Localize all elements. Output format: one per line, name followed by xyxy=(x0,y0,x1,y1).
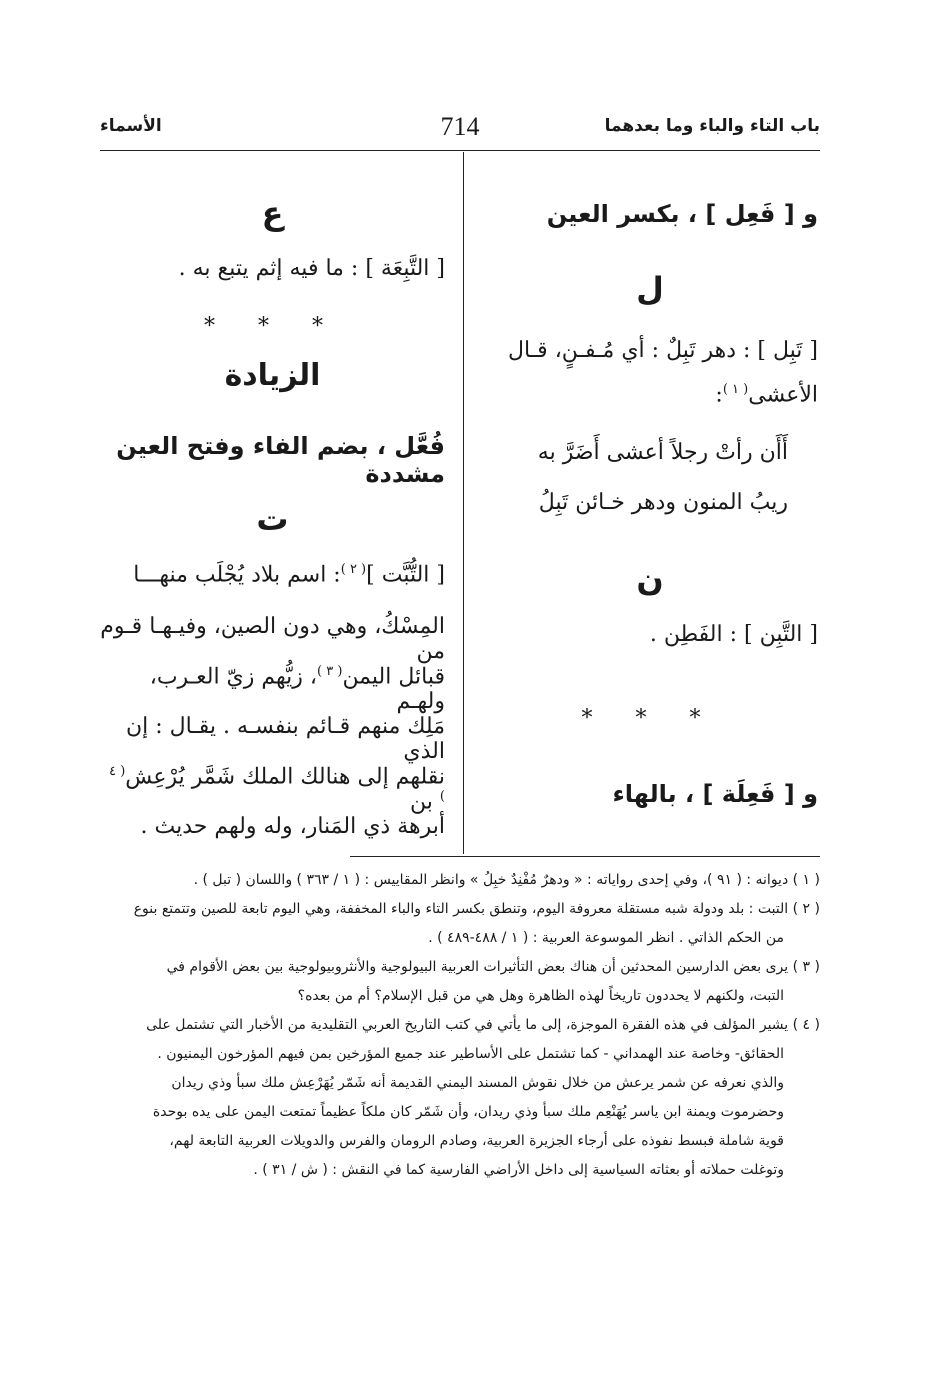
footnote-ref-2: ( ٢ ) xyxy=(340,562,367,577)
page-header xyxy=(100,112,820,152)
entry-tibn: [ التَّبِن ] : الفَطِن . xyxy=(649,622,818,647)
section-heading-ziyada: الزيادة xyxy=(224,358,321,393)
tubbat-line3b: ، زيُّهم زيّ العـرب، ولهـم xyxy=(149,664,445,715)
footnote-ref-4: ( ٤ ) xyxy=(109,764,445,805)
footnote-1: ( ١ ) ديوانه : ( ٩١ )، وفي إحدى رواياته : « ودهرٌ مُفْنِدٌ خبِلُ » وانظر المقاييس : ( ١ / ٣٦٣ ) واللسان ( تبل ) . xyxy=(193,872,820,888)
footnote-4-line3: والذي نعرفه عن شمر يرعش من خلال نقوش المسند اليمني القديمة أنه شَمّر يُهَرْعِش ملك سبأ وذي ريدان xyxy=(171,1075,784,1091)
footnote-2-line2: من الحكم الذاتي . انظر الموسوعة العربية : ( ١ / ٤٨٨-٤٨٩ ) . xyxy=(428,930,784,946)
entry-tabil-line1: [ تَبِل ] : دهر تَبِلٌ : أي مُـفـنٍ، قـال xyxy=(508,338,818,363)
chapter-title: باب التاء والباء وما بعدهما xyxy=(604,116,820,136)
page-number: 714 xyxy=(440,112,480,141)
footnote-4-line2: الحقائق- وخاصة عند الهمداني - كما تشتمل على الأساطير عند جميع المؤرخين بمن فيهم المؤرخون اليمنيون . xyxy=(157,1046,784,1062)
entry-tabil-line2 xyxy=(482,382,818,407)
entry-tabia: [ التَّبِعَة ] : ما فيه إثم يتبع به . xyxy=(178,256,445,281)
footnote-ref-1: ( ١ ) xyxy=(722,382,749,397)
tubbat-line5 xyxy=(100,764,445,815)
footnote-separator xyxy=(350,856,820,857)
footnote-4-line4: وحضرموت ويمنة ابن ياسر يُهَنْعِم ملك سبأ وذي ريدان، وأن شَمّر كان ملكاً عظيماً تمتعت اليمن على يده بوحدة xyxy=(152,1104,784,1120)
tubbat-line5a: نقلهم إلى هنالك الملك شَمَّر يُرْعِش xyxy=(125,764,445,790)
footnote-4-line5: قوية شاملة فبسط نفوذه على أرجاء الجزيرة العربية، وصادم الرومان والفرس والدويلات العربية التابعة لهم، xyxy=(169,1133,784,1149)
column-divider xyxy=(463,152,464,854)
letter-ta: ت xyxy=(256,500,289,538)
tubbat-line4: مَلِك منهم قـائم بنفسـه . يقـال : إن الذي xyxy=(125,714,445,764)
section-title: الأسماء xyxy=(100,116,162,136)
section-stars-left: * * * xyxy=(204,314,341,339)
header-rule xyxy=(100,150,820,151)
footnote-4-line1: ( ٤ ) يشير المؤلف في هذه الفقرة الموجزة، إلى ما يأتي في كتب التاريخ العربي التقليدية من الأخبار التي تشتمل على xyxy=(146,1017,820,1033)
tubbat-line1 xyxy=(100,562,445,587)
entry-tabil-poet: الأعشى xyxy=(748,382,818,408)
tubbat-line6: أبرهة ذي المَنار، وله ولهم حديث . xyxy=(140,814,445,839)
pattern-heading-fail: و [ فَعِل ] ، بكسر العين xyxy=(546,200,818,228)
footnote-2-line1: ( ٢ ) التبت : بلد ودولة شبه مستقلة معروفة اليوم، وتنطق بكسر التاء والباء المخففة، وهي اليوم تابعة للصين وتتمتع بنوع xyxy=(133,901,820,917)
tubbat-line2: المِسْكُ، وهي دون الصين، وفيـهـا قـوم من xyxy=(100,614,445,664)
entry-tabil-colon: : xyxy=(715,382,723,408)
tubbat-line1-rest: : اسم بلاد يُجْلَب منهـــا xyxy=(133,562,341,588)
pattern-heading-filah: و [ فَعِلَة ] ، بالهاء xyxy=(612,780,818,808)
letter-ain: ع xyxy=(261,194,284,232)
tubbat-line3 xyxy=(100,664,445,714)
letter-lam: ل xyxy=(636,270,664,308)
tubbat-line5b: بن xyxy=(410,789,440,815)
footnote-3-line1: ( ٣ ) يرى بعض الدارسين المحدثين أن هناك بعض التأثيرات العربية البيولوجية والأنثروبيولوجية بين بعض الأقوام في xyxy=(166,959,820,975)
footnote-4-line6: وتوغلت حملاته أو بعثاته السياسية إلى داخل الأراضي الفارسية كما في النقش : ( ش / ٣١ ) . xyxy=(253,1162,784,1178)
letter-nun: ن xyxy=(636,560,664,598)
poem-line2: ريبُ المنون ودهر خـائن تَبِلُ xyxy=(538,490,788,515)
tubbat-headword: [ التُّبَّت ] xyxy=(366,562,445,588)
poem-line1: أَأَن رأتْ رجلاً أعشى أَضَرَّ به xyxy=(537,440,788,465)
section-stars-right: * * * xyxy=(581,706,719,731)
footnote-3-line2: التبت، ولكنهم لا يحددون تاريخاً لهذه الظاهرة وهل هي من قبل الإسلام؟ أم من بعده؟ xyxy=(297,988,784,1004)
footnote-ref-3: ( ٣ ) xyxy=(317,664,343,679)
footnotes xyxy=(100,866,820,1185)
pattern-heading-fuaal: فُعَّل ، بضم الفاء وفتح العين مشددة xyxy=(116,432,445,488)
tubbat-line3a: قبائل اليمن xyxy=(342,664,445,690)
